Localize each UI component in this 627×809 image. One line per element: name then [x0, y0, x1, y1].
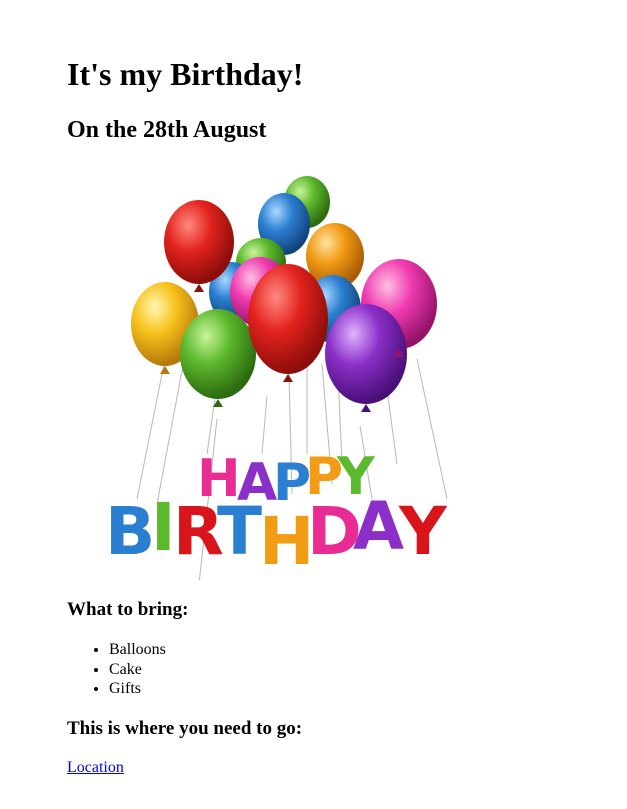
page-title: It's my Birthday! [67, 56, 304, 92]
happy-birthday-balloons-image [67, 164, 487, 580]
letter-r: R [173, 493, 224, 570]
letter-a: A [237, 453, 278, 513]
letter-a2: A [353, 488, 405, 565]
letter-y: Y [337, 447, 375, 507]
list-item: • Balloons [109, 640, 166, 660]
letter-y2: Y [399, 493, 447, 570]
letter-i: I [151, 489, 176, 566]
location-link[interactable]: Location [67, 759, 124, 776]
letter-p2: P [305, 447, 344, 507]
letter-h: H [197, 449, 241, 509]
location-heading: This is where you need to go: [67, 718, 303, 739]
letter-d: D [307, 493, 362, 570]
bring-list [67, 640, 166, 699]
letter-h2: H [259, 503, 315, 580]
bring-heading: What to bring: [67, 599, 189, 620]
letter-t: T [217, 493, 263, 570]
letter-p1: P [273, 453, 312, 513]
page-subtitle: On the 28th August [67, 117, 267, 143]
letter-b: B [105, 493, 156, 570]
list-item: • Gifts [109, 679, 166, 699]
list-item: • Cake [109, 660, 166, 680]
